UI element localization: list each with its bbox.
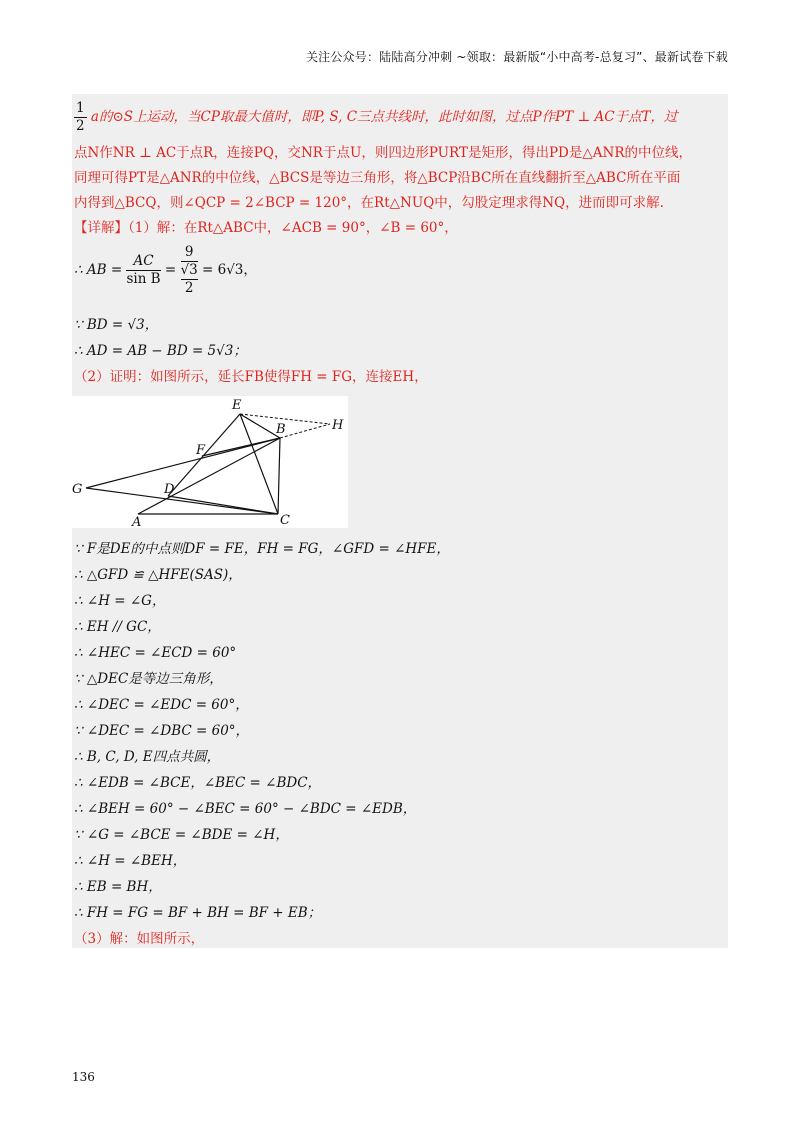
- label-c: C: [280, 513, 290, 528]
- label-d: D: [164, 482, 175, 497]
- detail-tag: 【详解】: [74, 220, 128, 236]
- line-15: ∵ △DEC是等边三角形，: [74, 671, 223, 687]
- line-10: ∵ F是DE的中点则DF = FE，FH = FG，∠GFD = ∠HFE，: [74, 541, 450, 557]
- label-g: G: [72, 482, 83, 497]
- line-18: ∴ B, C, D, E四点共圆，: [74, 749, 221, 765]
- line-24: ∴ FH = FG = BF + BH = BF + EB；: [74, 905, 322, 921]
- line-13: ∴ EH // GC，: [74, 619, 161, 635]
- page-number: 136: [72, 1070, 95, 1084]
- line-20: ∴ ∠BEH = 60° − ∠BEC = 60° − ∠BDC = ∠EDB，: [74, 801, 417, 817]
- label-a: A: [132, 515, 142, 528]
- geometry-figure: [72, 396, 348, 528]
- line-21: ∵ ∠G = ∠BCE = ∠BDE = ∠H，: [74, 827, 289, 843]
- fraction-ac-sinb: $\frac{AC}{\text{sin B}}$: [126, 253, 161, 287]
- page-header: 关注公众号：陆陆高分冲刺 ~领取：最新版“小中高考-总复习”、最新试卷下载: [305, 50, 728, 64]
- geometry-svg: [72, 396, 348, 528]
- line-8: ∴ AD = AB − BD = 5√3；: [74, 343, 247, 359]
- line-16: ∴ ∠DEC = ∠EDC = 60°，: [74, 697, 249, 713]
- line-7: ∵ BD = √3，: [74, 317, 159, 333]
- line-11: ∴ △GFD ≌ △HFE(SAS)，: [74, 567, 242, 583]
- label-h: H: [332, 418, 344, 433]
- line-12: ∴ ∠H = ∠G，: [74, 593, 166, 609]
- line-6: ∴ AB = $\frac{AC}{\text{sin B}}$ = 9 √3 2 = 6√3，: [74, 244, 257, 296]
- label-b: B: [276, 422, 286, 437]
- line-25: （3）解：如图所示，: [74, 931, 205, 947]
- line-5: 【详解】（1）解：在Rt△ABC中，∠ACB = 90°，∠B = 60°，: [74, 220, 458, 236]
- fraction-nine: 9 √3 2: [180, 244, 198, 296]
- line-17: ∵ ∠DEC = ∠DBC = 60°，: [74, 723, 250, 739]
- solution-panel: [72, 94, 728, 948]
- label-e: E: [232, 398, 242, 413]
- line-19: ∴ ∠EDB = ∠BCE，∠BEC = ∠BDC，: [74, 775, 322, 791]
- fraction-half: $\frac{1}{2}$: [76, 100, 85, 134]
- label-f: F: [196, 443, 206, 458]
- line-22: ∴ ∠H = ∠BEH，: [74, 853, 187, 869]
- line-23: ∴ EB = BH，: [74, 879, 162, 895]
- line-3: 同理可得PT是△ANR的中位线，△BCS是等边三角形，将△BCP沿BC所在直线翻折至△ABC所在平面: [74, 170, 681, 186]
- line-4: 内得到△BCQ，则∠QCP = 2∠BCP = 120°，在Rt△NUQ中，勾股定理求得NQ，进而即可求解.: [74, 195, 664, 211]
- line-2: 点N作NR ⊥ AC于点R，连接PQ，交NR于点U，则四边形PURT是矩形，得出PD是△ANR的中位线，: [74, 145, 692, 161]
- line-9: （2）证明：如图所示，延长FB使得FH = FG，连接EH，: [74, 369, 428, 385]
- line-1: $\frac{1}{2}$ a的⊙S上运动，当CP取最大值时，即P, S, C三点共线时，此时如图，过点P作PT ⊥ AC于点T，过: [76, 100, 678, 134]
- line-14: ∴ ∠HEC = ∠ECD = 60°: [74, 645, 237, 661]
